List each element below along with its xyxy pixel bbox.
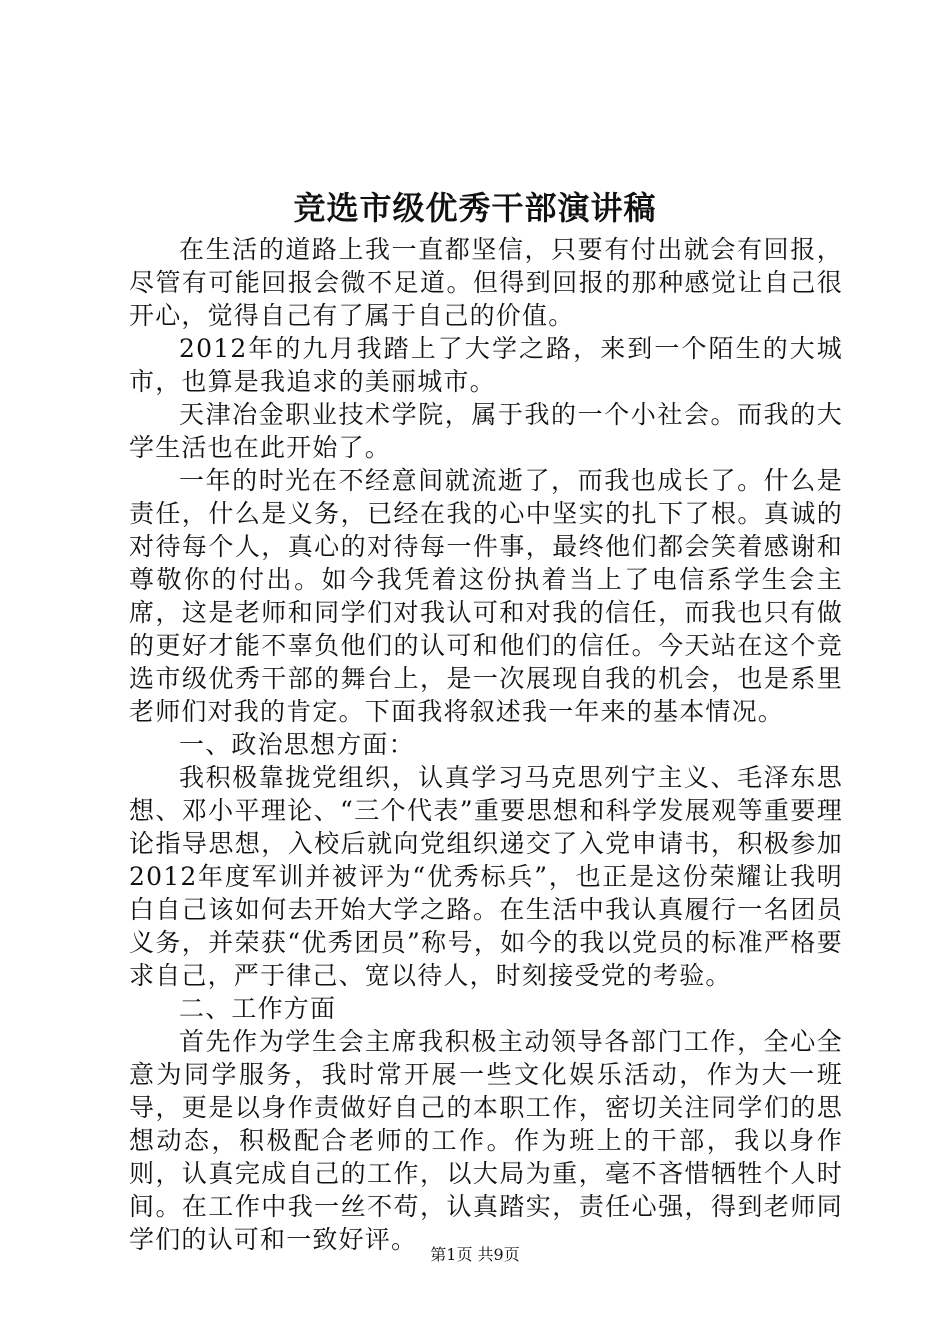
page-footer: 第1页 共9页 <box>430 1245 520 1264</box>
paragraph: 天津冶金职业技术学院，属于我的一个小社会。而我的大学生活也在此开始了。 <box>129 400 843 462</box>
section-heading-politics: 一、政治思想方面： <box>179 730 415 759</box>
paragraph: 2012年的九月我踏上了大学之路，来到一个陌生的大城市，也算是我追求的美丽城市。 <box>129 334 843 396</box>
document-body <box>129 233 843 1256</box>
paragraph: 我积极靠拢党组织，认真学习马克思列宁主义、毛泽东思想、邓小平理论、“三个代表”重要思想和科学发展观等重要理论指导思想，入校后就向党组织递交了入党申请书，积极参加2012年度军训并被评为“优秀标兵”，也正是这份荣耀让我明白自己该如何去开始大学之路。在生活中我认真履行一名团员义务，并荣获“优秀团员”称号，如今的我以党员的标准严格要求自己，严于律己、宽以待人，时刻接受党的考验。 <box>129 763 843 990</box>
paragraph: 一年的时光在不经意间就流逝了，而我也成长了。什么是责任，什么是义务，已经在我的心中坚实的扎下了根。真诚的对待每个人，真心的对待每一件事，最终他们都会笑着感谢和尊敬你的付出。如今我凭着这份执着当上了电信系学生会主席，这是老师和同学们对我认可和对我的信任，而我也只有做的更好才能不辜负他们的认可和他们的信任。今天站在这个竞选市级优秀干部的舞台上，是一次展现自我的机会，也是系里老师们对我的肯定。下面我将叙述我一年来的基本情况。 <box>129 466 843 726</box>
paragraph: 首先作为学生会主席我积极主动领导各部门工作，全心全意为同学服务，我时常开展一些文化娱乐活动，作为大一班导，更是以身作责做好自己的本职工作，密切关注同学们的思想动态，积极配合老师的工作。作为班上的干部，我以身作则，认真完成自己的工作，以大局为重，毫不吝惜牺牲个人时间。在工作中我一丝不苟，认真踏实，责任心强，得到老师同学们的认可和一致好评。 <box>129 1027 843 1254</box>
section-heading-work: 二、工作方面 <box>179 994 337 1023</box>
paragraph: 在生活的道路上我一直都坚信，只要有付出就会有回报，尽管有可能回报会微不足道。但得到回报的那种感觉让自己很开心，觉得自己有了属于自己的价值。 <box>129 235 843 330</box>
document-title: 竞选市级优秀干部演讲稿 <box>293 189 657 227</box>
